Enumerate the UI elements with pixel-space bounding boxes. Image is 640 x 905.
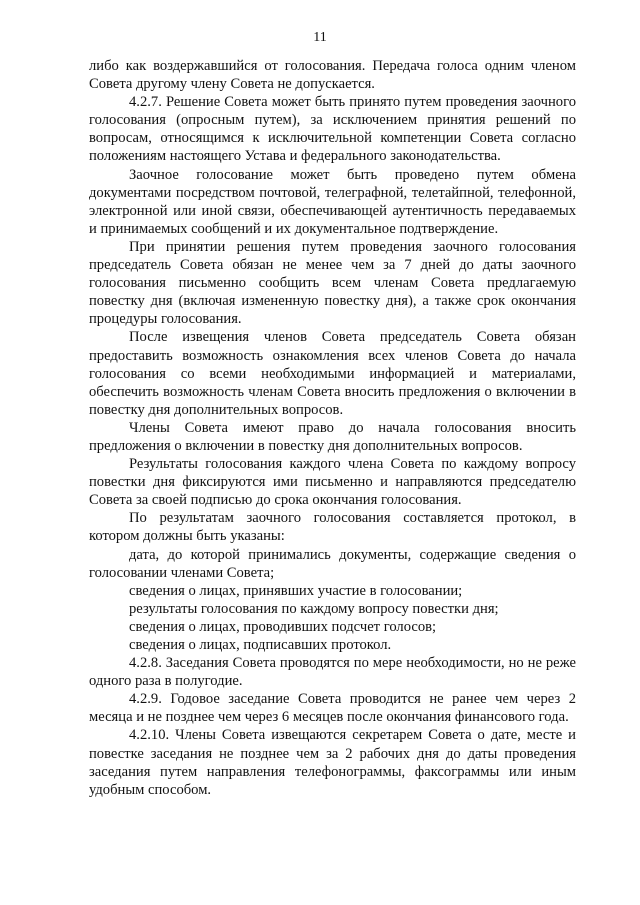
paragraph-familiarization: После извещения членов Совета председатель Совета обязан предоставить возможность ознакомления всех членов Совета до начала голосования со всеми необходимыми информацией и материалами, обеспечить возможность членам Совета вносить предложения о включении в повестку дня дополнительных вопросов. — [89, 329, 576, 418]
document-body — [89, 57, 576, 799]
paragraph-voting-results: Результаты голосования каждого члена Совета по каждому вопросу повестки дня фиксируются ими письменно и направляются председателю Совета за своей подписью до срока окончания голосования. — [89, 456, 576, 509]
paragraph-chairman-notice: При принятии решения путем проведения заочного голосования председатель Совета обязан не менее чем за 7 дней до даты заочного голосования письменно сообщить всем членам Совета предлагаемую повестку дня (включая измененную повестку дня), а также срок окончания процедуры голосования. — [89, 238, 576, 328]
list-item-participants: сведения о лицах, принявших участие в голосовании; — [129, 582, 463, 599]
list-item-date: дата, до которой принимались документы, содержащие сведения о голосовании членами Совета; — [89, 546, 576, 581]
page-number: 11 — [313, 30, 327, 45]
paragraph-additional-questions: Члены Совета имеют право до начала голосования вносить предложения о включении в повестку дня дополнительных вопросов. — [89, 419, 576, 454]
list-item-results: результаты голосования по каждому вопросу повестки дня; — [129, 600, 499, 617]
paragraph-absentee-vote-exchange: Заочное голосование может быть проведено путем обмена документами посредством почтовой, телеграфной, телетайпной, телефонной, электронной или иной связи, обеспечивающей аутентичность передаваемых и принимаемых сообщений и их документальное подтверждение. — [89, 166, 576, 237]
list-item-signers: сведения о лицах, подписавших протокол. — [129, 637, 392, 653]
list-item-counters: сведения о лицах, проводивших подсчет голосов; — [129, 618, 437, 635]
paragraph-4-2-9: 4.2.9. Годовое заседание Совета проводится не ранее чем через 2 месяца и не позднее чем через 6 месяцев после окончания финансового года. — [89, 691, 576, 726]
paragraph-protocol: По результатам заочного голосования составляется протокол, в котором должны быть указаны: — [89, 510, 576, 545]
paragraph-continuation: либо как воздержавшийся от голосования. Передача голоса одним членом Совета другому члену Совета не допускается. — [89, 58, 576, 93]
paragraph-4-2-10: 4.2.10. Члены Совета извещаются секретарем Совета о дате, месте и повестке заседания не позднее чем за 2 рабочих дня до даты проведения заседания путем направления телефонограммы, факсограммы или иным удобным способом. — [89, 727, 576, 798]
paragraph-4-2-7: 4.2.7. Решение Совета может быть принято путем проведения заочного голосования (опросным путем), за исключением принятия решений по вопросам, относящимся к исключительной компетенции Совета согласно положениям настоящего Устава и федерального законодательства. — [89, 94, 576, 165]
paragraph-4-2-8: 4.2.8. Заседания Совета проводятся по мере необходимости, но не реже одного раза в полугодие. — [89, 655, 576, 690]
